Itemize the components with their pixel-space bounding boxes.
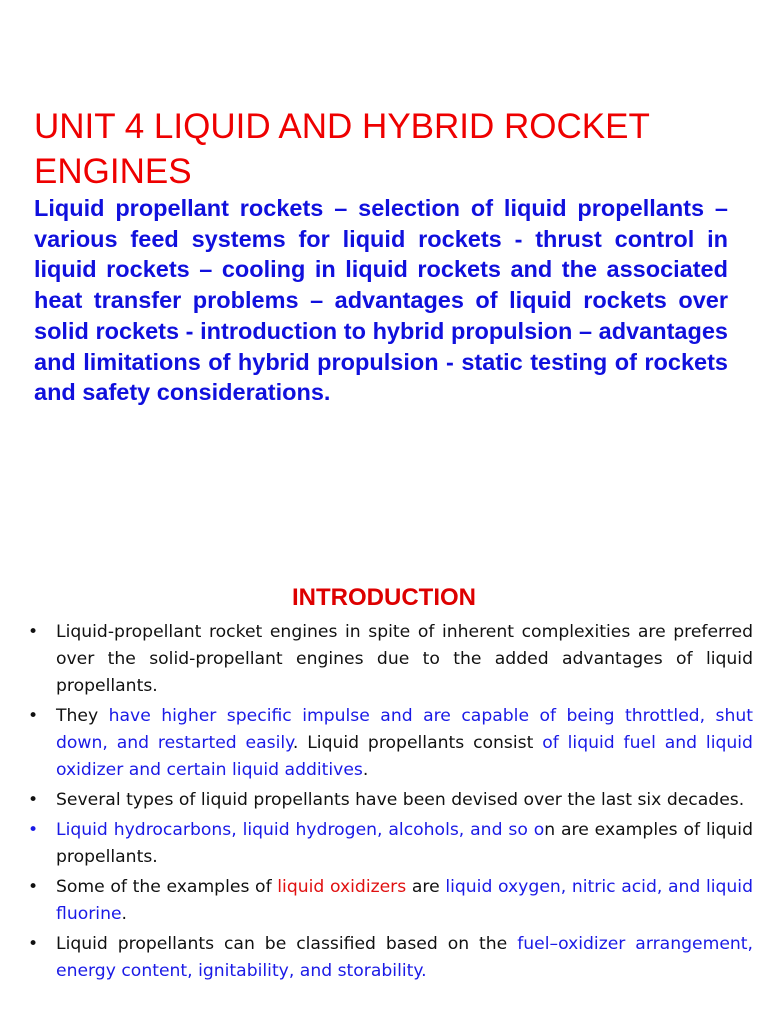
bullet-item	[0, 874, 768, 928]
bullet-item	[0, 703, 768, 784]
highlighted-text: have higher specific impulse and are capable of being throttled, shut down, and restarted easily	[56, 706, 753, 753]
syllabus-paragraph: Liquid propellant rockets – selection of liquid propellants – various feed systems for liquid rockets - thrust control in liquid rockets – cooling in liquid rockets and the associated heat transfer problems – advantages of liquid rockets over solid rockets - introduction to hybrid propulsion – advantages and limitations of hybrid propulsion - static testing of rockets and safety considerations.	[34, 195, 728, 406]
bullet-text: Liquid-propellant rocket engines in spite of inherent complexities are preferred over the solid-propellant engines due to the added advantages of liquid propellants.	[56, 622, 753, 696]
highlighted-text: of liquid fuel and liquid oxidizer and certain liquid additives	[56, 733, 753, 780]
highlighted-text: liquid oxygen, nitric acid, and liquid fluorine	[56, 877, 753, 924]
bullet-item	[0, 931, 768, 985]
bullet-dot-icon: •	[28, 790, 39, 810]
bullet-item	[0, 817, 768, 871]
bullet-text: They	[56, 706, 109, 726]
bullet-text: . Liquid propellants consist	[292, 733, 543, 753]
bullet-dot-icon: •	[28, 934, 39, 954]
highlighted-text-red: liquid oxidizers	[277, 877, 407, 897]
bullet-text: are	[406, 877, 446, 897]
bullet-item	[0, 787, 768, 814]
bullet-text: Some of the examples of	[56, 877, 278, 897]
bullet-text: n are examples of liquid propellants.	[56, 820, 753, 867]
bullet-dot-icon: •	[28, 820, 39, 840]
introduction-bullet-list	[0, 619, 768, 988]
bullet-text: Several types of liquid propellants have been devised over the last six decades.	[56, 790, 745, 810]
bullet-text: .	[362, 760, 369, 780]
bullet-text: Liquid propellants can be classified based on the	[56, 934, 518, 954]
bullet-text: .	[121, 904, 128, 924]
bullet-dot-icon: •	[28, 706, 39, 726]
bullet-item	[0, 619, 768, 700]
highlighted-text: Liquid hydrocarbons, liquid hydrogen, alcohols, and so o	[56, 820, 545, 840]
highlighted-text: fuel–oxidizer arrangement, energy content, ignitability, and storability.	[56, 934, 753, 981]
bullet-dot-icon: •	[28, 622, 39, 642]
introduction-heading: INTRODUCTION	[292, 584, 476, 611]
unit-title: UNIT 4 LIQUID AND HYBRID ROCKET ENGINES	[34, 107, 650, 191]
bullet-dot-icon: •	[28, 877, 39, 897]
